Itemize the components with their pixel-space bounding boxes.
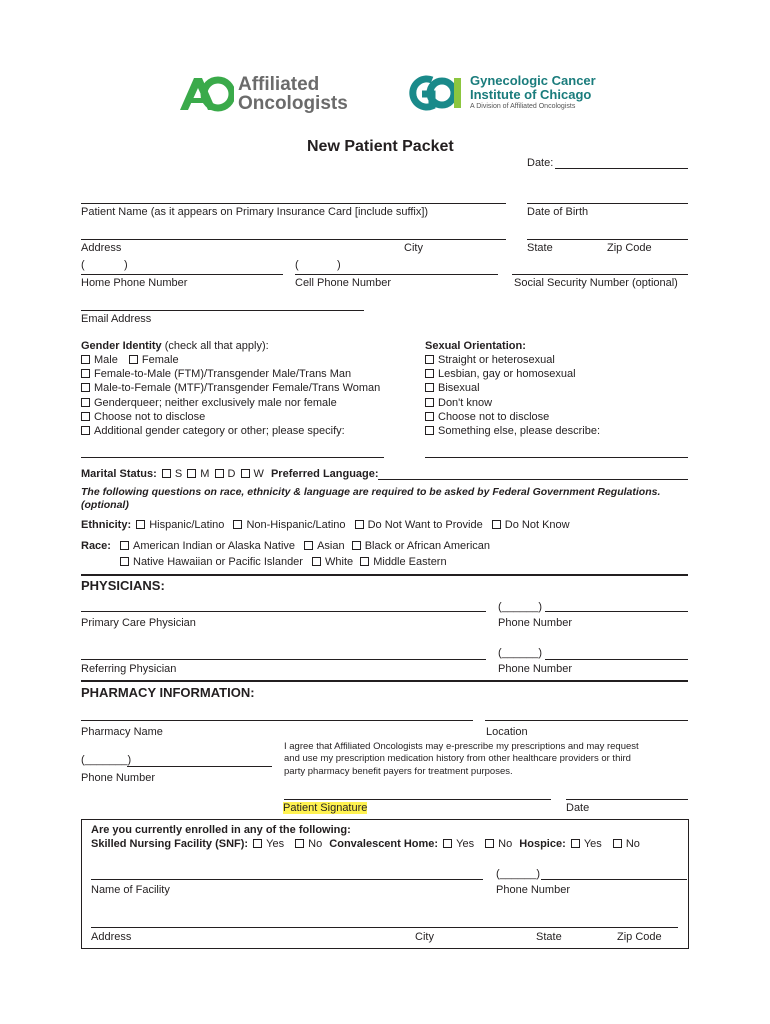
pharmacy-name-field[interactable] <box>81 720 473 721</box>
signature-date-label: Date <box>566 802 590 814</box>
gender-ftm-checkbox[interactable] <box>81 369 90 378</box>
email-field[interactable] <box>81 310 364 311</box>
patient-name-label: Patient Name (as it appears on Primary Insurance Card [include suffix]) <box>81 206 429 218</box>
facility-address-field[interactable] <box>91 927 678 928</box>
physicians-heading: PHYSICIANS: <box>81 578 165 593</box>
gender-option-label: Additional gender category or other; please specify: <box>94 425 345 437</box>
city-label: City <box>404 242 423 254</box>
pcp-phone-label: Phone Number <box>498 617 572 629</box>
snf-no-checkbox[interactable] <box>295 839 304 848</box>
pharmacy-heading: PHARMACY INFORMATION: <box>81 685 255 700</box>
convalescent-label: Convalescent Home: <box>329 838 439 850</box>
facility-phone-label: Phone Number <box>496 884 570 896</box>
ao-logo-mark-icon <box>178 76 234 112</box>
orientation-option-label: Choose not to disclose <box>438 411 550 423</box>
hospice-no-label: No <box>625 838 640 850</box>
pharmacy-divider <box>81 680 688 682</box>
facility-name-label: Name of Facility <box>91 884 170 896</box>
ethnicity-option-label: Non-Hispanic/Latino <box>246 519 346 531</box>
gender-heading <box>81 340 269 352</box>
orientation-dont-know-checkbox[interactable] <box>425 398 434 407</box>
hospice-label: Hospice: <box>519 838 566 850</box>
race-option-label: Black or African American <box>364 540 491 552</box>
cell-phone-paren-close: ) <box>337 259 341 271</box>
marital-status-row <box>81 468 379 480</box>
gender-option-male-female <box>81 354 179 366</box>
gci-logo <box>402 72 602 114</box>
gender-heading-note: (check all that apply): <box>161 340 269 352</box>
gci-logo-line2: Institute of Chicago <box>470 87 592 102</box>
consent-line1: I agree that Affiliated Oncologists may e-prescribe my prescriptions and may request <box>284 741 639 752</box>
federal-note-line2: (optional) <box>81 499 129 511</box>
zip-label: Zip Code <box>607 242 652 254</box>
gender-option-label: Male-to-Female (MTF)/Transgender Female/Trans Woman <box>94 382 381 394</box>
orientation-else-field[interactable] <box>425 457 688 458</box>
cell-phone-paren-open: ( <box>295 259 299 271</box>
gender-female-label: Female <box>141 354 179 366</box>
ao-logo-line1: Affiliated <box>238 74 320 95</box>
state-zip-field[interactable] <box>527 239 688 240</box>
snf-no-label: No <box>308 838 323 850</box>
orientation-option-label: Straight or heterosexual <box>438 354 555 366</box>
gender-option <box>81 411 205 423</box>
orientation-option-label: Something else, please describe: <box>438 425 601 437</box>
cell-phone-label: Cell Phone Number <box>295 277 391 289</box>
orientation-option <box>425 382 480 394</box>
orientation-straight-checkbox[interactable] <box>425 355 434 364</box>
pharmacy-phone-field[interactable] <box>127 766 272 767</box>
race-black-checkbox[interactable] <box>352 541 361 550</box>
gender-female-checkbox[interactable] <box>129 355 138 364</box>
hospice-yes-label: Yes <box>583 838 602 850</box>
orientation-option <box>425 397 492 409</box>
referring-label: Referring Physician <box>81 663 177 675</box>
race-option-label: White <box>325 556 354 568</box>
race-white-checkbox[interactable] <box>312 557 321 566</box>
pharmacy-location-label: Location <box>486 726 528 738</box>
gci-logo-line1: Gynecologic Cancer <box>470 73 596 88</box>
ethnicity-not-provide-checkbox[interactable] <box>355 520 364 529</box>
orientation-option <box>425 411 549 423</box>
ethnicity-option-label: Do Not Want to Provide <box>367 519 483 531</box>
pharmacy-phone-label: Phone Number <box>81 772 155 784</box>
race-row-1 <box>120 540 490 552</box>
physicians-divider <box>81 574 688 576</box>
gender-option <box>81 397 337 409</box>
race-option-label: American Indian or Alaska Native <box>133 540 296 552</box>
pcp-phone-paren: (______) <box>498 601 543 613</box>
convalescent-no-checkbox[interactable] <box>485 839 494 848</box>
cell-phone-field[interactable] <box>295 274 498 275</box>
referring-phone-label: Phone Number <box>498 663 572 675</box>
address-field[interactable] <box>81 239 506 240</box>
home-phone-field[interactable] <box>81 274 283 275</box>
patient-signature-field[interactable] <box>284 799 551 800</box>
gender-male-label: Male <box>94 354 118 366</box>
orientation-lgh-checkbox[interactable] <box>425 369 434 378</box>
patient-signature-label <box>283 802 367 814</box>
gender-other-field[interactable] <box>81 457 384 458</box>
affiliated-oncologists-logo <box>178 74 348 114</box>
home-phone-label: Home Phone Number <box>81 277 188 289</box>
gender-option-label: Female-to-Male (FTM)/Transgender Male/Trans Man <box>94 368 352 380</box>
pharmacy-phone-paren: (_______) <box>81 754 132 766</box>
orientation-else-checkbox[interactable] <box>425 426 434 435</box>
consent-line3: party pharmacy benefit payers for treatment purposes. <box>284 766 513 777</box>
orientation-option-label: Don't know <box>438 397 493 409</box>
gender-option <box>81 382 380 394</box>
enrollment-options-row <box>91 838 640 850</box>
race-row-2 <box>120 556 447 568</box>
convalescent-no-label: No <box>498 838 513 850</box>
pcp-label: Primary Care Physician <box>81 617 196 629</box>
ethnicity-label: Ethnicity: <box>81 519 132 531</box>
gender-option-label: Choose not to disclose <box>94 411 206 423</box>
orientation-option <box>425 368 576 380</box>
pharmacy-name-label: Pharmacy Name <box>81 726 163 738</box>
gender-option <box>81 425 345 437</box>
referring-phone-paren: (______) <box>498 647 543 659</box>
gender-mtf-checkbox[interactable] <box>81 383 90 392</box>
ethnicity-non-hispanic-checkbox[interactable] <box>233 520 242 529</box>
dob-field[interactable] <box>527 203 688 204</box>
orientation-not-disclose-checkbox[interactable] <box>425 412 434 421</box>
snf-yes-label: Yes <box>266 838 285 850</box>
facility-phone-paren: (______) <box>496 868 541 880</box>
marital-w-checkbox[interactable] <box>241 469 250 478</box>
preferred-language-label: Preferred Language: <box>270 468 379 480</box>
orientation-option-label: Lesbian, gay or homosexual <box>438 368 576 380</box>
facility-address-label: Address <box>91 931 132 943</box>
ethnicity-option-label: Hispanic/Latino <box>149 519 225 531</box>
ethnicity-hispanic-checkbox[interactable] <box>136 520 145 529</box>
gci-logo-line3: A Division of Affiliated Oncologists <box>470 103 576 110</box>
facility-phone-field[interactable] <box>541 879 687 880</box>
date-field[interactable] <box>555 168 688 169</box>
ethnicity-not-know-checkbox[interactable] <box>492 520 501 529</box>
gender-other-checkbox[interactable] <box>81 426 90 435</box>
page-title: New Patient Packet <box>307 138 454 155</box>
preferred-language-field[interactable] <box>378 479 688 480</box>
snf-yes-checkbox[interactable] <box>253 839 262 848</box>
marital-s-checkbox[interactable] <box>162 469 171 478</box>
home-phone-paren-open: ( <box>81 259 85 271</box>
home-phone-paren-close: ) <box>124 259 128 271</box>
signature-date-field[interactable] <box>566 799 688 800</box>
facility-name-field[interactable] <box>91 879 483 880</box>
race-middle-eastern-checkbox[interactable] <box>360 557 369 566</box>
convalescent-yes-checkbox[interactable] <box>443 839 452 848</box>
marital-m-label: M <box>200 468 210 480</box>
race-option-label: Asian <box>317 540 345 552</box>
marital-w-label: W <box>253 468 264 480</box>
marital-d-checkbox[interactable] <box>215 469 224 478</box>
gender-genderqueer-checkbox[interactable] <box>81 398 90 407</box>
marital-status-label: Marital Status: <box>81 468 157 480</box>
ssn-label: Social Security Number (optional) <box>514 277 678 289</box>
facility-city-label: City <box>415 931 434 943</box>
consent-line2: and use my prescription medication history from other healthcare providers or third <box>284 753 631 764</box>
orientation-option-label: Bisexual <box>438 382 480 394</box>
referring-name-field[interactable] <box>81 659 486 660</box>
gci-logo-mark-icon <box>402 74 466 112</box>
marital-m-checkbox[interactable] <box>187 469 196 478</box>
race-option-label: Native Hawaiian or Pacific Islander <box>133 556 303 568</box>
race-option-label: Middle Eastern <box>373 556 447 568</box>
referring-phone-field[interactable] <box>545 659 688 660</box>
federal-note-line1: The following questions on race, ethnicity & language are required to be asked by Federal Government Regulations. <box>81 486 661 498</box>
snf-label: Skilled Nursing Facility (SNF): <box>91 838 249 850</box>
facility-zip-label: Zip Code <box>617 931 662 943</box>
marital-d-label: D <box>227 468 236 480</box>
dob-label: Date of Birth <box>527 206 589 218</box>
facility-state-label: State <box>536 931 562 943</box>
race-native-hawaiian-checkbox[interactable] <box>120 557 129 566</box>
patient-signature-label-text: Patient Signature <box>283 802 368 814</box>
race-label: Race: <box>81 540 111 552</box>
email-label: Email Address <box>81 313 152 325</box>
patient-name-field[interactable] <box>81 203 506 204</box>
gender-option <box>81 368 351 380</box>
ethnicity-row <box>81 519 570 531</box>
pharmacy-location-field[interactable] <box>485 720 688 721</box>
orientation-option <box>425 425 600 437</box>
hospice-no-checkbox[interactable] <box>613 839 622 848</box>
date-label: Date: <box>527 157 554 169</box>
ao-logo-line2: Oncologists <box>238 93 348 114</box>
pcp-name-field[interactable] <box>81 611 486 612</box>
gender-option-label: Genderqueer; neither exclusively male nor female <box>94 397 337 409</box>
gender-not-disclose-checkbox[interactable] <box>81 412 90 421</box>
gender-male-checkbox[interactable] <box>81 355 90 364</box>
enrollment-question: Are you currently enrolled in any of the following: <box>91 824 351 836</box>
race-asian-checkbox[interactable] <box>304 541 313 550</box>
ssn-field[interactable] <box>512 274 688 275</box>
marital-s-label: S <box>174 468 183 480</box>
hospice-yes-checkbox[interactable] <box>571 839 580 848</box>
gender-heading-title: Gender Identity <box>81 340 162 352</box>
race-american-indian-checkbox[interactable] <box>120 541 129 550</box>
pcp-phone-field[interactable] <box>545 611 688 612</box>
convalescent-yes-label: Yes <box>456 838 475 850</box>
address-label: Address <box>81 242 122 254</box>
orientation-heading: Sexual Orientation: <box>425 340 526 352</box>
state-label: State <box>527 242 553 254</box>
orientation-option <box>425 354 555 366</box>
orientation-bisexual-checkbox[interactable] <box>425 383 434 392</box>
ethnicity-option-label: Do Not Know <box>504 519 570 531</box>
